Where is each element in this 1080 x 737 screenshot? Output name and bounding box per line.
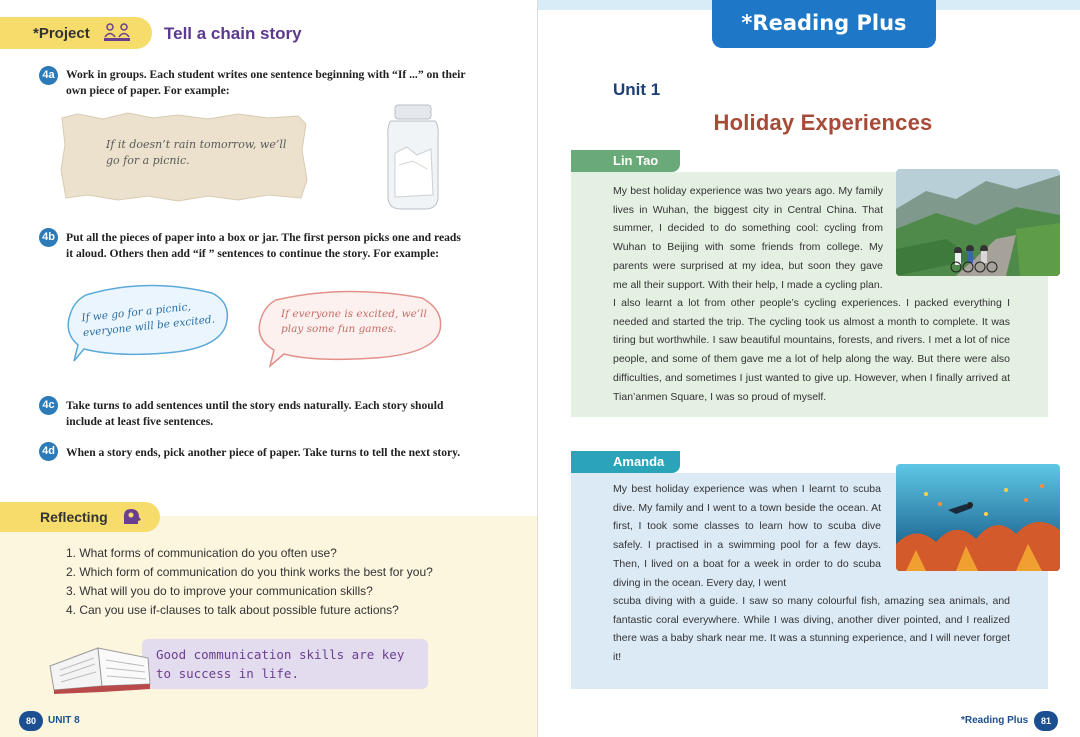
story-name-tab: Lin Tao xyxy=(571,150,680,172)
reflecting-list xyxy=(66,544,433,620)
group-people-icon xyxy=(103,23,131,43)
task-4b-text: Put all the pieces of paper into a box or jar. The first person picks one and reads it aloud. Others then add “if ” sentences to continue the story. For example: xyxy=(66,231,461,260)
unit-label: Unit 1 xyxy=(613,80,661,99)
task-4c-text: Take turns to add sentences until the story ends naturally. Each story should include at least five sentences. xyxy=(66,399,444,428)
reading-plus-tab xyxy=(712,0,936,48)
story-paragraph: My best holiday experience was when I learnt to scuba dive. My family and I went to a town beside the ocean. At first, I took some classes to learn how to scuba dive safely. I practised in a swimming pool for a few days. Then, I lived on a boat for a week in order to do scuba diving in the ocean. Every day, I went xyxy=(613,483,881,589)
quote-text: Good communication skills are key to success in life. xyxy=(156,647,405,681)
story-name-tab: Amanda xyxy=(571,451,680,473)
scuba-diving-photo xyxy=(896,464,1060,571)
task-4d-text: When a story ends, pick another piece of paper. Take turns to tell the next story. xyxy=(66,446,461,459)
story-paragraph: My best holiday experience was two years ago. My family lives in Wuhan, the biggest city in Central China. That summer, I decided to do something cool: cycling from Wuhan to Beijing with some friends from college. My parents were surprised at my idea, but soon they gave me all their support. With their help, I made a cycling plan. xyxy=(613,185,883,291)
footer-reading-plus-label: *Reading Plus xyxy=(961,715,1029,726)
glass-jar-image xyxy=(383,103,443,213)
page-title: Holiday Experiences xyxy=(713,110,933,135)
reflecting-item: 1. What forms of communication do you often use? xyxy=(66,546,337,560)
right-page xyxy=(537,0,1080,737)
task-badge-4a: 4a xyxy=(39,66,58,85)
task-badge-4c: 4c xyxy=(39,396,58,415)
page-number-right: 81 xyxy=(1034,711,1058,731)
reflecting-item: 4. Can you use if-clauses to talk about possible future actions? xyxy=(66,603,399,617)
bubble-pink-text: If everyone is excited, we’ll play some fun games. xyxy=(281,308,427,335)
open-book-image xyxy=(46,636,156,694)
story-paragraph: I also learnt a lot from other people’s cycling experiences. I packed everything I needed and started the trip. The cycling took us almost a month to complete. It was tiring but worthwhile. I saw beautiful mountains, forests, and rivers. I met a lot of nice people, and some of them gave me a lot of help along the way. But there were also difficulties, and sometimes I just wanted to give up. However, when I finally arrived at Tian’anmen Square, I was so proud of myself. xyxy=(613,297,1010,403)
task-badge-4d: 4d xyxy=(39,442,58,461)
project-tab xyxy=(0,17,152,49)
reflecting-item: 3. What will you do to improve your communication skills? xyxy=(66,584,373,598)
page-number-left: 80 xyxy=(19,711,43,731)
project-tab-label: *Project xyxy=(33,25,90,42)
task-badge-4b: 4b xyxy=(39,228,58,247)
left-page xyxy=(0,0,537,737)
bubble-blue-text: If we go for a picnic, everyone will be excited. xyxy=(80,300,216,340)
paper-example-text: If it doesn’t rain tomorrow, we’ll go for a picnic. xyxy=(106,138,287,167)
task-4a-text: Work in groups. Each student writes one sentence beginning with “If ...” on their own piece of paper. For example: xyxy=(66,68,466,97)
project-title: Tell a chain story xyxy=(164,24,302,43)
story-paragraph: scuba diving with a guide. I saw so many colourful fish, amazing sea animals, and fantastic coral everywhere. While I was diving, another diver pointed, and I realized there was a baby shark near me. It was a stunning experience, and I will never forget it! xyxy=(613,595,1010,664)
reflecting-tab xyxy=(0,502,160,532)
reflecting-tab-label: Reflecting xyxy=(40,509,108,525)
footer-unit-label: UNIT 8 xyxy=(48,715,80,726)
reflecting-item: 2. Which form of communication do you think works the best for you? xyxy=(66,565,433,579)
thinking-head-icon xyxy=(120,506,142,528)
reading-plus-tab-label: *Reading Plus xyxy=(741,11,907,35)
cycling-photo xyxy=(896,169,1060,276)
